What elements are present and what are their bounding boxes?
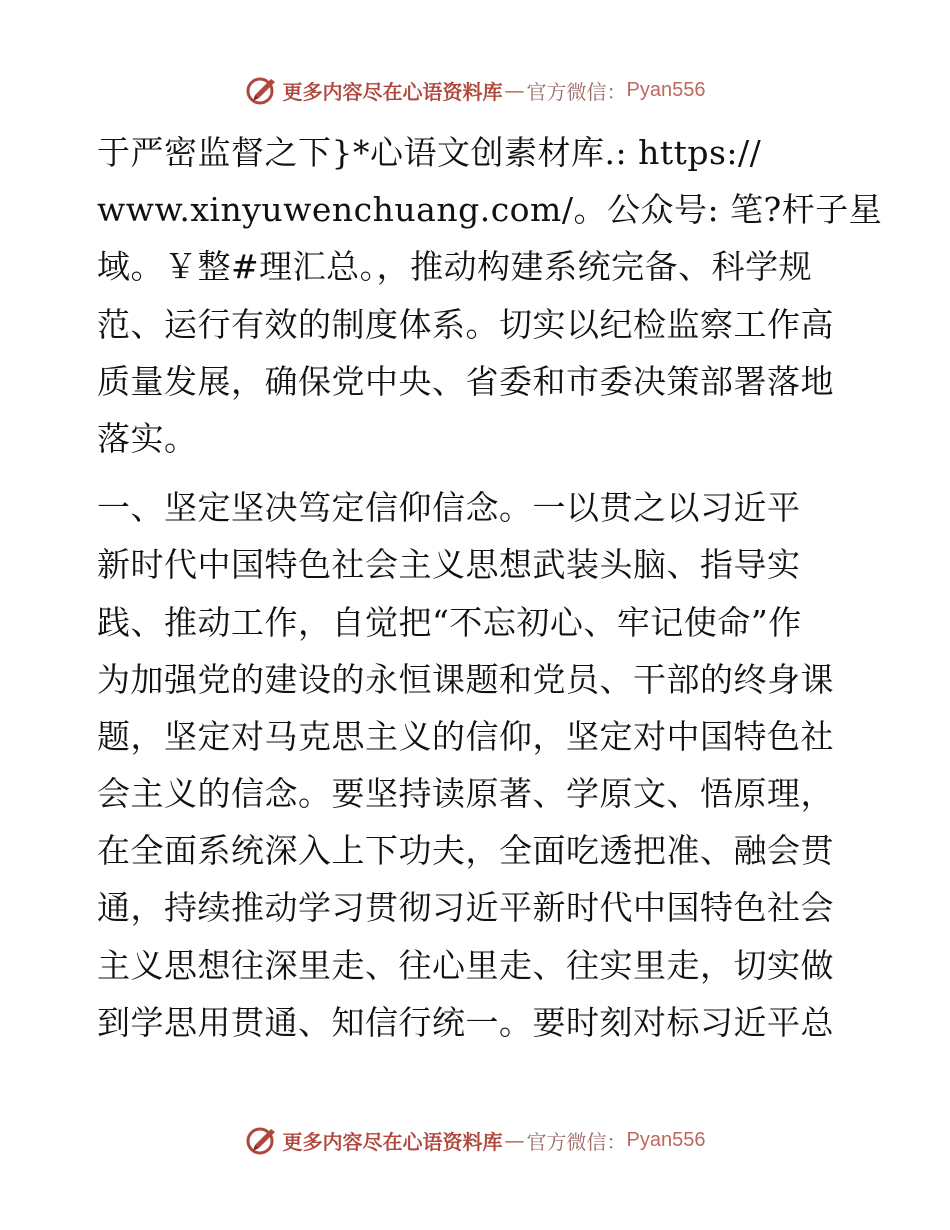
text-line: 新时代中国特色社会主义思想武装头脑、指导实 — [97, 545, 801, 585]
paragraph-2 — [97, 479, 857, 1051]
text-line: 落实。 — [97, 418, 198, 458]
footer-handle: Pyan556 — [626, 1128, 706, 1151]
header-separator: — — [504, 78, 525, 102]
pen-logo-icon — [245, 73, 279, 107]
header-label: 官方微信： — [526, 79, 627, 104]
footer-brand-text: 更多内容尽在心语资料库 — [282, 1129, 503, 1154]
text-line: 域。￥整#理汇总。，推动构建系统完备、科学规 — [97, 247, 813, 287]
text-line: 会主义的信念。要坚持读原著、学原文、悟原理， — [97, 774, 834, 814]
text-line: 一、坚定坚决笃定信仰信念。一以贯之以习近平 — [97, 488, 801, 528]
text-line: 践、推动工作，自觉把“不忘初心、牢记使命”作 — [97, 602, 802, 642]
text-line: 主义思想往深里走、往心里走、往实里走，切实做 — [97, 945, 834, 985]
text-line: 于严密监督之下}*心语文创素材库.: https:// — [97, 133, 762, 172]
header-handle: Pyan556 — [626, 78, 706, 101]
text-line: 通，持续推动学习贯彻习近平新时代中国特色社会 — [97, 888, 834, 928]
pen-logo-icon — [245, 1123, 279, 1157]
text-line: 为加强党的建设的永恒课题和党员、干部的终身课 — [97, 659, 834, 699]
header-brand-text: 更多内容尽在心语资料库 — [282, 79, 503, 104]
footer-label: 官方微信： — [526, 1129, 627, 1154]
document-body — [97, 124, 883, 1051]
footer-banner — [0, 1120, 950, 1160]
text-line: 质量发展，确保党中央、省委和市委决策部署落地 — [97, 361, 834, 401]
paragraph-1 — [97, 124, 883, 467]
text-line: 题，坚定对马克思主义的信仰，坚定对中国特色社 — [97, 716, 834, 756]
footer-separator: — — [504, 1128, 525, 1152]
header-banner — [0, 70, 950, 110]
text-line: www.xinyuwenchuang.com/。公众号: 笔?杆子星 — [97, 190, 883, 230]
text-line: 到学思用贯通、知信行统一。要时刻对标习近平总 — [97, 1002, 834, 1042]
text-line: 在全面系统深入上下功夫，全面吃透把准、融会贯 — [97, 831, 834, 871]
text-line: 范、运行有效的制度体系。切实以纪检监察工作高 — [97, 304, 834, 344]
